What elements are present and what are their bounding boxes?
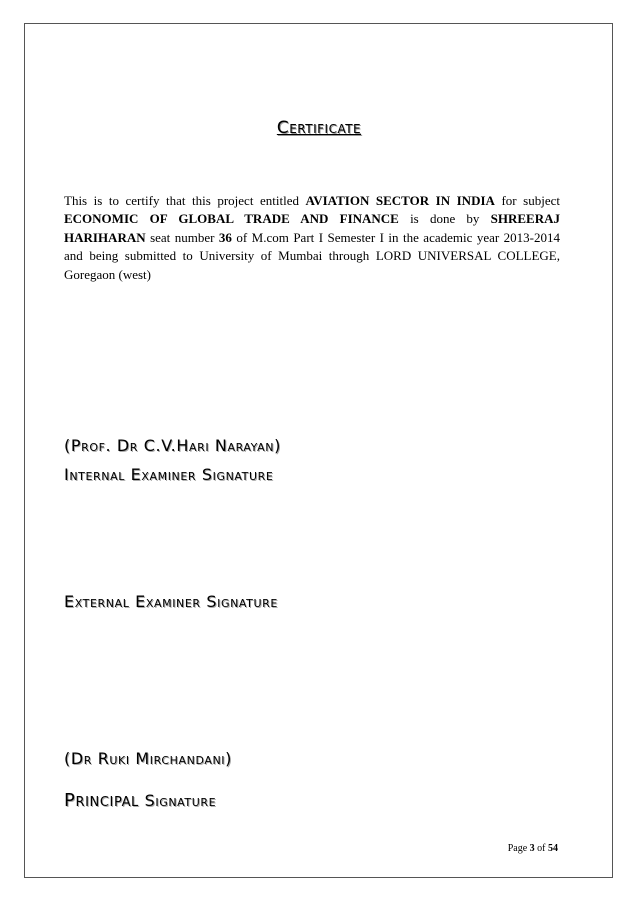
external-examiner-label: External Examiner Signature	[64, 592, 278, 611]
footer-page-number: 3	[529, 843, 535, 854]
certificate-title: Certificate	[276, 118, 362, 138]
project-title: AVIATION SECTOR IN INDIA	[305, 193, 495, 208]
paragraph-text-2: for subject	[494, 193, 560, 208]
footer-total-pages: 54	[548, 843, 558, 854]
subject-name: ECONOMIC OF GLOBAL TRADE AND FINANCE	[64, 211, 399, 227]
certificate-paragraph	[64, 192, 560, 284]
internal-examiner-label: Internal Examiner Signature	[64, 465, 274, 484]
paragraph-text-5: of M.com Part I Semester I in the academic year 2013-2014 and being submitted to University of Mumbai through LORD UNIVERSAL COLLEGE, Goregaon (west)	[64, 229, 560, 282]
student-name: SHREERAJ HARIHARAN	[64, 211, 560, 245]
footer-of-word: of	[534, 843, 548, 854]
signature-label: Signature	[144, 791, 217, 810]
page-footer	[508, 843, 558, 854]
principal-signature-label	[64, 790, 216, 811]
paragraph-text-4: seat number	[145, 229, 219, 245]
paragraph-text-1: This is to certify that this project entitled	[64, 193, 306, 208]
principal-label: Principal	[64, 790, 139, 811]
footer-page-word: Page	[507, 843, 530, 854]
principal-name: (Dr Ruki Mirchandani)	[64, 749, 232, 768]
internal-examiner-name: (Prof. Dr C.V.Hari Narayan)	[64, 436, 281, 455]
paragraph-text-3: is done by	[398, 211, 491, 227]
seat-number: 36	[218, 229, 232, 245]
